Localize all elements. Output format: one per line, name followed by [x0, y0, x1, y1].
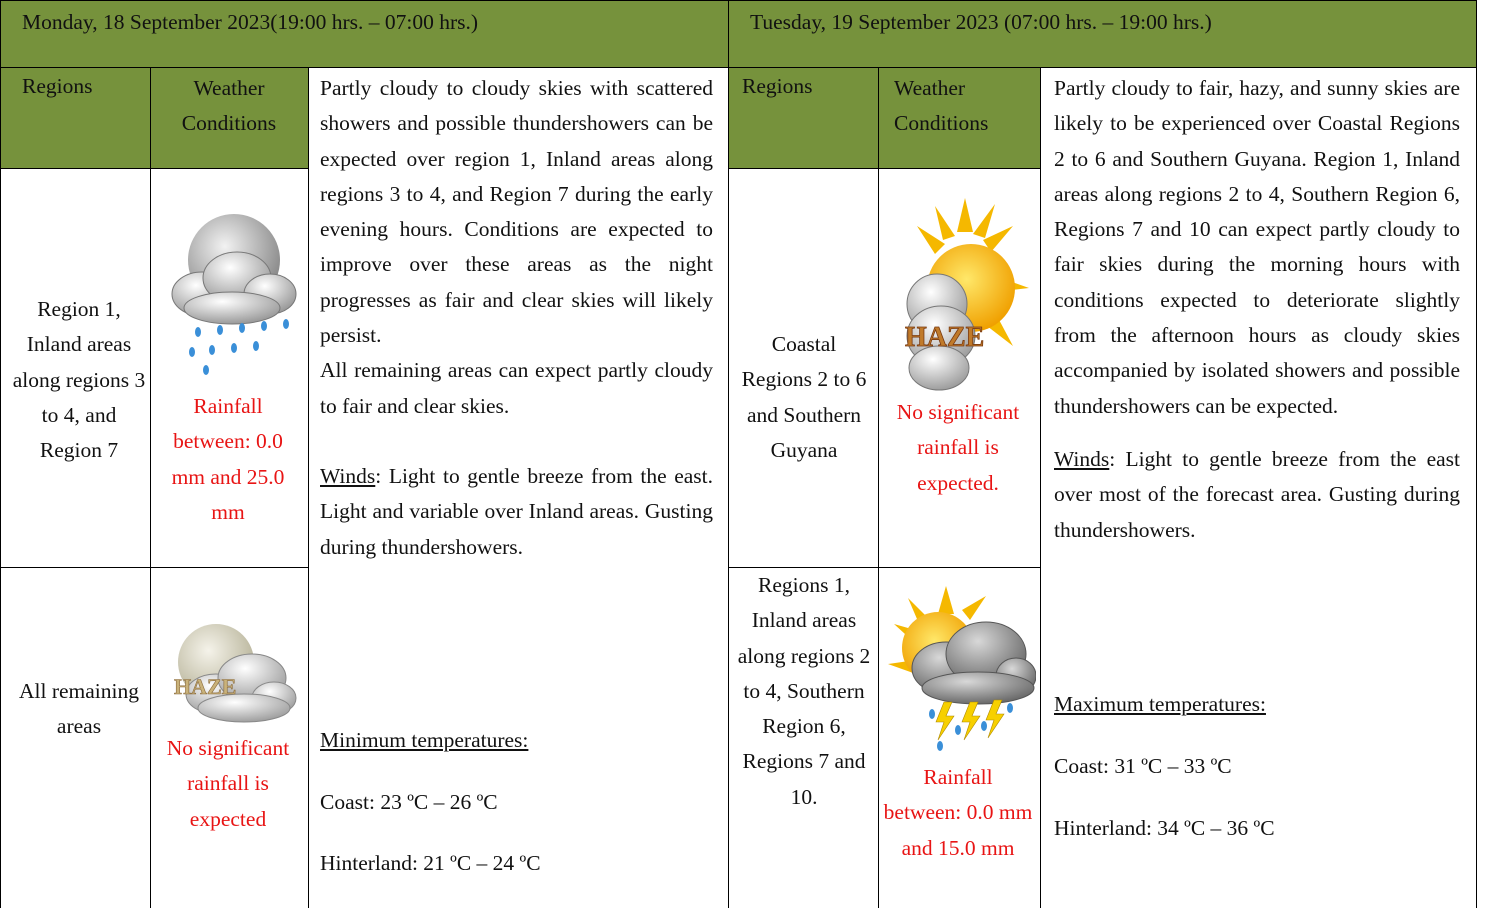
day2-winds-label: Winds	[1054, 446, 1110, 471]
day1-row2-rainfall: No significant rainfall is expected	[166, 736, 290, 831]
grid-line	[728, 168, 1040, 169]
haze-icon-label-2: HAZE	[905, 322, 985, 353]
day1-row1-rainfall: Rainfall between: 0.0 mm and 25.0 mm	[171, 394, 285, 524]
grid-line	[728, 567, 1040, 568]
day1-hinterland-temp: Hinterland: 21 ºC – 24 ºC	[320, 851, 541, 875]
day2-hinterland-temp: Hinterland: 34 ºC – 36 ºC	[1054, 816, 1275, 840]
thunderstorm-sun-icon	[886, 584, 1036, 754]
day2-regions-header: Regions	[742, 74, 813, 98]
haze-icon-label: HAZE	[174, 674, 237, 699]
day2-forecast-p1: Partly cloudy to fair, hazy, and sunny skies are likely to be experienced over Coastal Regions 2 to 6 and Southern Guyana. Region 1, Inland areas along regions 2 to 4, Southern Region 6, Regions 7 and 10 can expect partly cloudy to fair skies during the morning hours with conditions expected to deteriorate slightly from the afternoon hours as cloudy skies accompanied by isolated showers and possible thundershowers can be expected.	[1054, 76, 1460, 418]
day1-temp-label: Minimum temperatures:	[320, 728, 529, 752]
day2-weather-header: Weather Conditions	[894, 76, 989, 136]
grid-line	[1476, 0, 1477, 908]
day1-forecast	[320, 71, 713, 565]
grid-line	[0, 567, 308, 568]
day1-winds-label: Winds	[320, 463, 376, 488]
day1-header: Monday, 18 September 2023(19:00 hrs. – 07:00 hrs.)	[22, 10, 479, 34]
grid-line	[1040, 67, 1041, 908]
grid-line	[0, 0, 1477, 1]
rain-cloud-moon-icon	[162, 212, 302, 382]
day2-row2-rainfall: Rainfall between: 0.0 mm and 15.0 mm	[883, 765, 1033, 860]
day1-coast-temp: Coast: 23 ºC – 26 ºC	[320, 790, 498, 814]
day2-temp-label: Maximum temperatures:	[1054, 692, 1266, 716]
haze-moon-icon	[164, 618, 300, 728]
day1-row1-region: Region 1, Inland areas along regions 3 to 4, and Region 7	[12, 297, 146, 463]
day1-regions-header: Regions	[22, 74, 93, 98]
day2-forecast	[1054, 71, 1460, 548]
grid-line	[0, 168, 308, 169]
day1-weather-header: Weather Conditions	[181, 76, 277, 136]
day2-header: Tuesday, 19 September 2023 (07:00 hrs. – 19:00 hrs.)	[750, 10, 1212, 34]
haze-sun-icon	[895, 196, 1030, 396]
grid-line	[728, 0, 729, 908]
grid-line	[878, 67, 879, 908]
day1-row2-region: All remaining areas	[18, 679, 139, 739]
day2-winds	[1054, 442, 1460, 548]
day2-winds-text: : Light to gentle breeze from the east over most of the forecast area. Gusting during thundershowers.	[1054, 446, 1460, 542]
day1-winds	[320, 459, 713, 565]
grid-line	[0, 67, 1477, 68]
day2-coast-temp: Coast: 31 ºC – 33 ºC	[1054, 754, 1232, 778]
grid-line	[0, 0, 1, 908]
day2-row2-region: Regions 1, Inland areas along regions 2 to 4, Southern Region 6, Regions 7 and 10.	[737, 573, 871, 809]
grid-line	[150, 67, 151, 908]
day1-winds-text: : Light to gentle breeze from the east. Light and variable over Inland areas. Gusting during thundershowers.	[320, 463, 713, 559]
grid-line	[308, 67, 309, 908]
day2-row1-region: Coastal Regions 2 to 6 and Southern Guyana	[741, 332, 867, 462]
day2-row1-rainfall: No significant rainfall is expected.	[896, 400, 1020, 495]
day1-forecast-p1: Partly cloudy to cloudy skies with scattered showers and possible thundershowers can be expected over region 1, Inland areas along regions 3 to 4, and Region 7 during the early evening hours. Conditions are expected to improve over these areas as the night progresses as fair and clear skies will likely persist.	[320, 76, 713, 348]
day1-forecast-p2: All remaining areas can expect partly cloudy to fair and clear skies.	[320, 358, 713, 418]
